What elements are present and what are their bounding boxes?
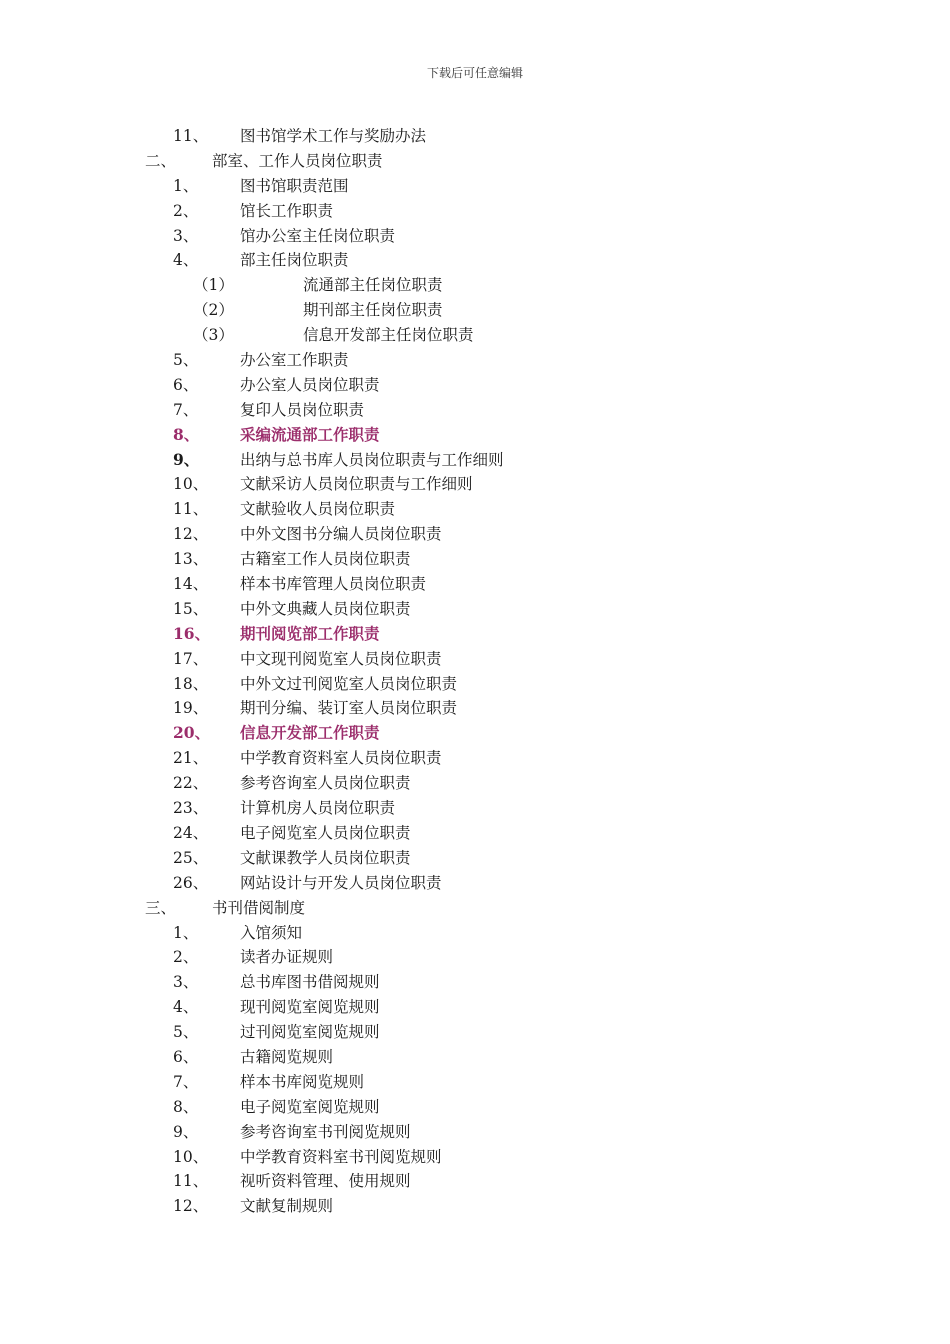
toc-entry-number: 15、	[173, 599, 209, 618]
toc-entry-number: 18、	[173, 674, 209, 693]
toc-entry-title: 图书馆职责范围	[240, 176, 349, 195]
toc-item	[0, 199, 950, 224]
toc-entry-number: 7、	[173, 1072, 199, 1091]
toc-entry-number: 26、	[173, 873, 209, 892]
toc-item	[0, 522, 950, 547]
table-of-contents	[0, 124, 950, 1219]
toc-entry-title: 电子阅览室阅览规则	[240, 1097, 380, 1116]
toc-entry-title: 视听资料管理、使用规则	[240, 1172, 411, 1191]
toc-item	[0, 871, 950, 896]
toc-item	[0, 472, 950, 497]
toc-entry-title: 网站设计与开发人员岗位职责	[240, 873, 442, 892]
toc-entry-title: 中外文图书分编人员岗位职责	[240, 525, 442, 544]
toc-entry-title: 中外文典藏人员岗位职责	[240, 599, 411, 618]
toc-entry-title: 出纳与总书库人员岗位职责与工作细则	[240, 450, 504, 469]
toc-entry-title: 期刊部主任岗位职责	[303, 301, 443, 320]
toc-entry-title: 读者办证规则	[240, 948, 334, 967]
toc-item	[0, 846, 950, 871]
toc-item	[0, 547, 950, 572]
toc-entry-number: 1、	[173, 176, 199, 195]
toc-item	[0, 398, 950, 423]
toc-entry-number: 二、	[145, 151, 177, 170]
toc-item	[0, 1020, 950, 1045]
toc-item	[0, 1095, 950, 1120]
toc-item	[0, 572, 950, 597]
toc-item	[0, 1194, 950, 1219]
toc-entry-title: 中学教育资料室书刊阅览规则	[240, 1147, 442, 1166]
toc-item	[0, 647, 950, 672]
toc-item	[0, 1120, 950, 1145]
toc-entry-number: 2、	[173, 201, 199, 220]
toc-entry-title: 总书库图书借阅规则	[240, 973, 380, 992]
toc-entry-title: 馆办公室主任岗位职责	[240, 226, 396, 245]
toc-item	[0, 921, 950, 946]
toc-item	[0, 597, 950, 622]
toc-entry-title: 文献验收人员岗位职责	[240, 500, 396, 519]
toc-entry-number: 8、	[173, 424, 200, 444]
toc-item	[0, 224, 950, 249]
toc-entry-number: 4、	[173, 251, 199, 270]
toc-entry-title: 文献课教学人员岗位职责	[240, 848, 411, 867]
toc-item	[0, 721, 950, 746]
toc-item	[0, 1145, 950, 1170]
toc-item	[0, 1169, 950, 1194]
toc-entry-title: 入馆须知	[240, 923, 303, 942]
toc-section-heading	[0, 149, 950, 174]
toc-section-heading	[0, 896, 950, 921]
toc-entry-number: 12、	[173, 1197, 209, 1216]
toc-entry-number: 9、	[173, 449, 200, 469]
toc-item	[0, 622, 950, 647]
toc-entry-title: 采编流通部工作职责	[240, 424, 380, 444]
toc-entry-number: 20、	[173, 723, 211, 743]
toc-entry-number: 8、	[173, 1097, 199, 1116]
toc-entry-number: 25、	[173, 848, 209, 867]
toc-entry-title: 办公室人员岗位职责	[240, 375, 380, 394]
toc-entry-number: 6、	[173, 375, 199, 394]
toc-entry-title: 样本书库管理人员岗位职责	[240, 575, 427, 594]
toc-item	[0, 174, 950, 199]
toc-entry-title: 古籍阅览规则	[240, 1047, 334, 1066]
toc-entry-title: 期刊分编、装订室人员岗位职责	[240, 699, 458, 718]
toc-entry-title: 中外文过刊阅览室人员岗位职责	[240, 674, 458, 693]
toc-item	[0, 696, 950, 721]
toc-entry-number: 13、	[173, 550, 209, 569]
toc-entry-number: （2）	[193, 301, 234, 320]
toc-entry-title: 图书馆学术工作与奖励办法	[240, 127, 427, 145]
toc-item	[0, 672, 950, 697]
toc-item	[0, 497, 950, 522]
toc-subitem	[0, 323, 950, 348]
toc-entry-number: 17、	[173, 649, 209, 668]
toc-item	[0, 945, 950, 970]
toc-entry-number: 23、	[173, 799, 209, 818]
toc-entry-title: 中文现刊阅览室人员岗位职责	[240, 649, 442, 668]
toc-entry-number: 10、	[173, 475, 209, 494]
toc-entry-number: 10、	[173, 1147, 209, 1166]
toc-item	[0, 1045, 950, 1070]
toc-entry-title: 文献采访人员岗位职责与工作细则	[240, 475, 473, 494]
toc-item	[0, 373, 950, 398]
toc-item	[0, 248, 950, 273]
toc-entry-number: 2、	[173, 948, 199, 967]
toc-entry-title: 馆长工作职责	[240, 201, 334, 220]
toc-entry-number: 4、	[173, 998, 199, 1017]
toc-entry-title: 流通部主任岗位职责	[303, 276, 443, 295]
toc-entry-title: 参考咨询室书刊阅览规则	[240, 1122, 411, 1141]
toc-entry-title: 信息开发部工作职责	[240, 723, 380, 743]
toc-entry-title: 复印人员岗位职责	[240, 400, 365, 419]
page-header: 下载后可任意编辑	[426, 66, 523, 80]
toc-entry-number: 3、	[173, 973, 199, 992]
toc-item	[0, 348, 950, 373]
toc-item	[0, 771, 950, 796]
toc-entry-title: 计算机房人员岗位职责	[240, 799, 396, 818]
toc-item	[0, 124, 950, 149]
toc-entry-number: 16、	[173, 623, 211, 643]
toc-entry-number: （1）	[193, 276, 234, 295]
toc-entry-number: 3、	[173, 226, 199, 245]
toc-entry-number: 6、	[173, 1047, 199, 1066]
toc-entry-number: 7、	[173, 400, 199, 419]
toc-entry-title: 过刊阅览室阅览规则	[240, 1023, 380, 1042]
toc-entry-title: 中学教育资料室人员岗位职责	[240, 749, 442, 768]
toc-entry-number: 24、	[173, 823, 209, 842]
toc-item	[0, 970, 950, 995]
toc-subitem	[0, 273, 950, 298]
toc-entry-number: （3）	[193, 326, 234, 345]
toc-entry-title: 部主任岗位职责	[240, 251, 349, 270]
toc-item	[0, 746, 950, 771]
toc-entry-title: 文献复制规则	[240, 1197, 334, 1216]
toc-subitem	[0, 298, 950, 323]
toc-entry-number: 1、	[173, 923, 199, 942]
toc-entry-number: 22、	[173, 774, 209, 793]
toc-entry-title: 电子阅览室人员岗位职责	[240, 823, 411, 842]
toc-entry-number: 5、	[173, 351, 199, 370]
toc-entry-number: 21、	[173, 749, 209, 768]
toc-entry-title: 办公室工作职责	[240, 351, 349, 370]
toc-entry-number: 11、	[173, 127, 209, 145]
toc-item	[0, 995, 950, 1020]
toc-entry-title: 书刊借阅制度	[212, 898, 306, 917]
toc-entry-number: 9、	[173, 1122, 199, 1141]
toc-entry-title: 期刊阅览部工作职责	[240, 623, 380, 643]
toc-entry-number: 11、	[173, 1172, 209, 1191]
toc-entry-title: 信息开发部主任岗位职责	[303, 326, 474, 345]
toc-item	[0, 423, 950, 448]
toc-entry-title: 部室、工作人员岗位职责	[212, 151, 383, 170]
toc-entry-title: 古籍室工作人员岗位职责	[240, 550, 411, 569]
toc-item	[0, 448, 950, 473]
toc-item	[0, 1070, 950, 1095]
toc-entry-number: 5、	[173, 1023, 199, 1042]
toc-entry-number: 19、	[173, 699, 209, 718]
toc-entry-title: 样本书库阅览规则	[240, 1072, 365, 1091]
toc-entry-title: 现刊阅览室阅览规则	[240, 998, 380, 1017]
toc-entry-number: 12、	[173, 525, 209, 544]
toc-entry-number: 11、	[173, 500, 209, 519]
toc-entry-number: 14、	[173, 575, 209, 594]
toc-entry-title: 参考咨询室人员岗位职责	[240, 774, 411, 793]
toc-item	[0, 821, 950, 846]
toc-entry-number: 三、	[145, 898, 177, 917]
toc-item	[0, 796, 950, 821]
